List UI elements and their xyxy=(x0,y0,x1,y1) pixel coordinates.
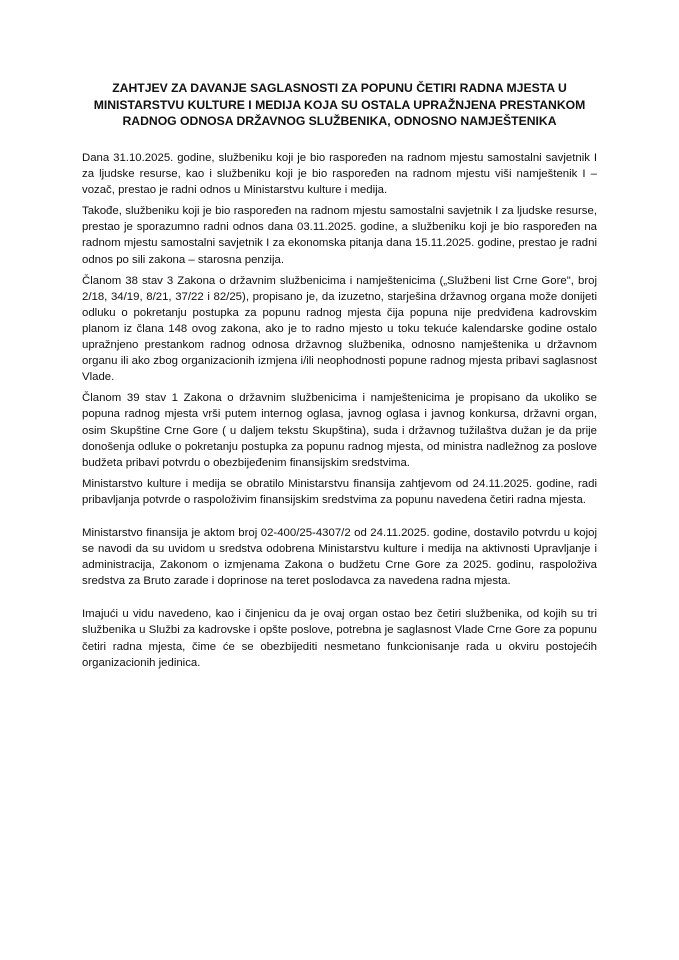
paragraph: Dana 31.10.2025. godine, službeniku koji je bio raspoređen na radnom mjestu samostalni savjetnik I za ljudske resurse, kao i službeniku koji je bio raspoređen na radnom mjestu viši namještenik I – vozač, prestao je radni odnos u Ministarstvu kulture i medija. xyxy=(82,152,597,197)
paragraph: Takođe, službeniku koji je bio raspoređen na radnom mjestu samostalni savjetnik I za ljudske resurse, prestao je sporazumno radni odnos dana 03.11.2025. godine, a službeniku koji je bio raspoređen na radnom mjestu samostalni savjetnik I za ekonomska pitanja dana 15.11.2025. godine, prestao je radni odnos po sili zakona – starosna penzija. xyxy=(82,205,597,266)
document-body xyxy=(82,150,597,676)
document-title: ZAHTJEV ZA DAVANJE SAGLASNOSTI ZA POPUNU ČETIRI RADNA MJESTA U MINISTARSTVU KULTURE I MEDIJA KOJA SU OSTALA UPRAŽNJENA PRESTANKOM RADNOG ODNOSA DRŽAVNOG SLUŽBENIKA, ODNOSNO NAMJEŠTENIKA xyxy=(93,81,586,128)
paragraph: Ministarstvo finansija je aktom broj 02-400/25-4307/2 od 24.11.2025. godine, dostavilo potvrdu u kojoj se navodi da su uvidom u sredstva odobrena Ministarstvu kulture i medija na aktivnosti Upravljanje i administracija, Zakonom o izmjenama Zakona o budžetu Crne Gore za 2025. godinu, raspoloživa sredstva za Bruto zarade i doprinose na teret poslodavca za navedena radna mjesta. xyxy=(82,526,597,588)
paragraph: Članom 38 stav 3 Zakona o državnim službenicima i namještenicima („Službeni list Crne Gore", broj 2/18, 34/19, 8/21, 37/22 i 82/25), propisano je, da izuzetno, starješina državnog organa može donijeti odluku o pokretanju postupka za popunu radnog mjesta čija popuna nije predviđena kadrovskim planom iz člana 148 ovog zakona, ako je to radno mjesto u toku tekuće kalendarske godine ostalo upražnjeno prestankom radnog odnosa državnog službenika, odnosno namještenika u državnom organu ili ako zbog organizacionih izmjena i/ili neophodnosti popune radnog mjesta pribavi saglasnost Vlade. xyxy=(82,274,597,384)
paragraph: Članom 39 stav 1 Zakona o državnim službenicima i namještenicima je propisano da ukoliko se popuna radnog mjesta vrši putem internog oglasa, javnog oglasa i javnog konkursa, državni organ, osim Skupštine Crne Gore ( u daljem tekstu Skupština), suda i državnog tužilaštva dužan je da prije donošenja odluke o pokretanju postupka za popunu radnog mjesta, od ministra nadležnog za poslove budžeta pribavi potvrdu o obezbijeđenim finansijskim sredstvima. xyxy=(82,392,597,469)
paragraph: Ministarstvo kulture i medija se obratilo Ministarstvu finansija zahtjevom od 24.11.2025. godine, radi pribavljanja potvrde o raspoloživim finansijskim sredstvima za popunu navedena četiri radna mjesta. xyxy=(82,477,597,506)
paragraph: Imajući u vidu navedeno, kao i činjenicu da je ovaj organ ostao bez četiri službenika, od kojih su tri službenika u Službi za kadrovske i opšte poslove, potrebna je saglasnost Vlade Crne Gore za popunu četiri radna mjesta, čime će se obezbijediti nesmetano funkcionisanje rada u okviru postojećih organizacionih jedinica. xyxy=(82,608,597,669)
